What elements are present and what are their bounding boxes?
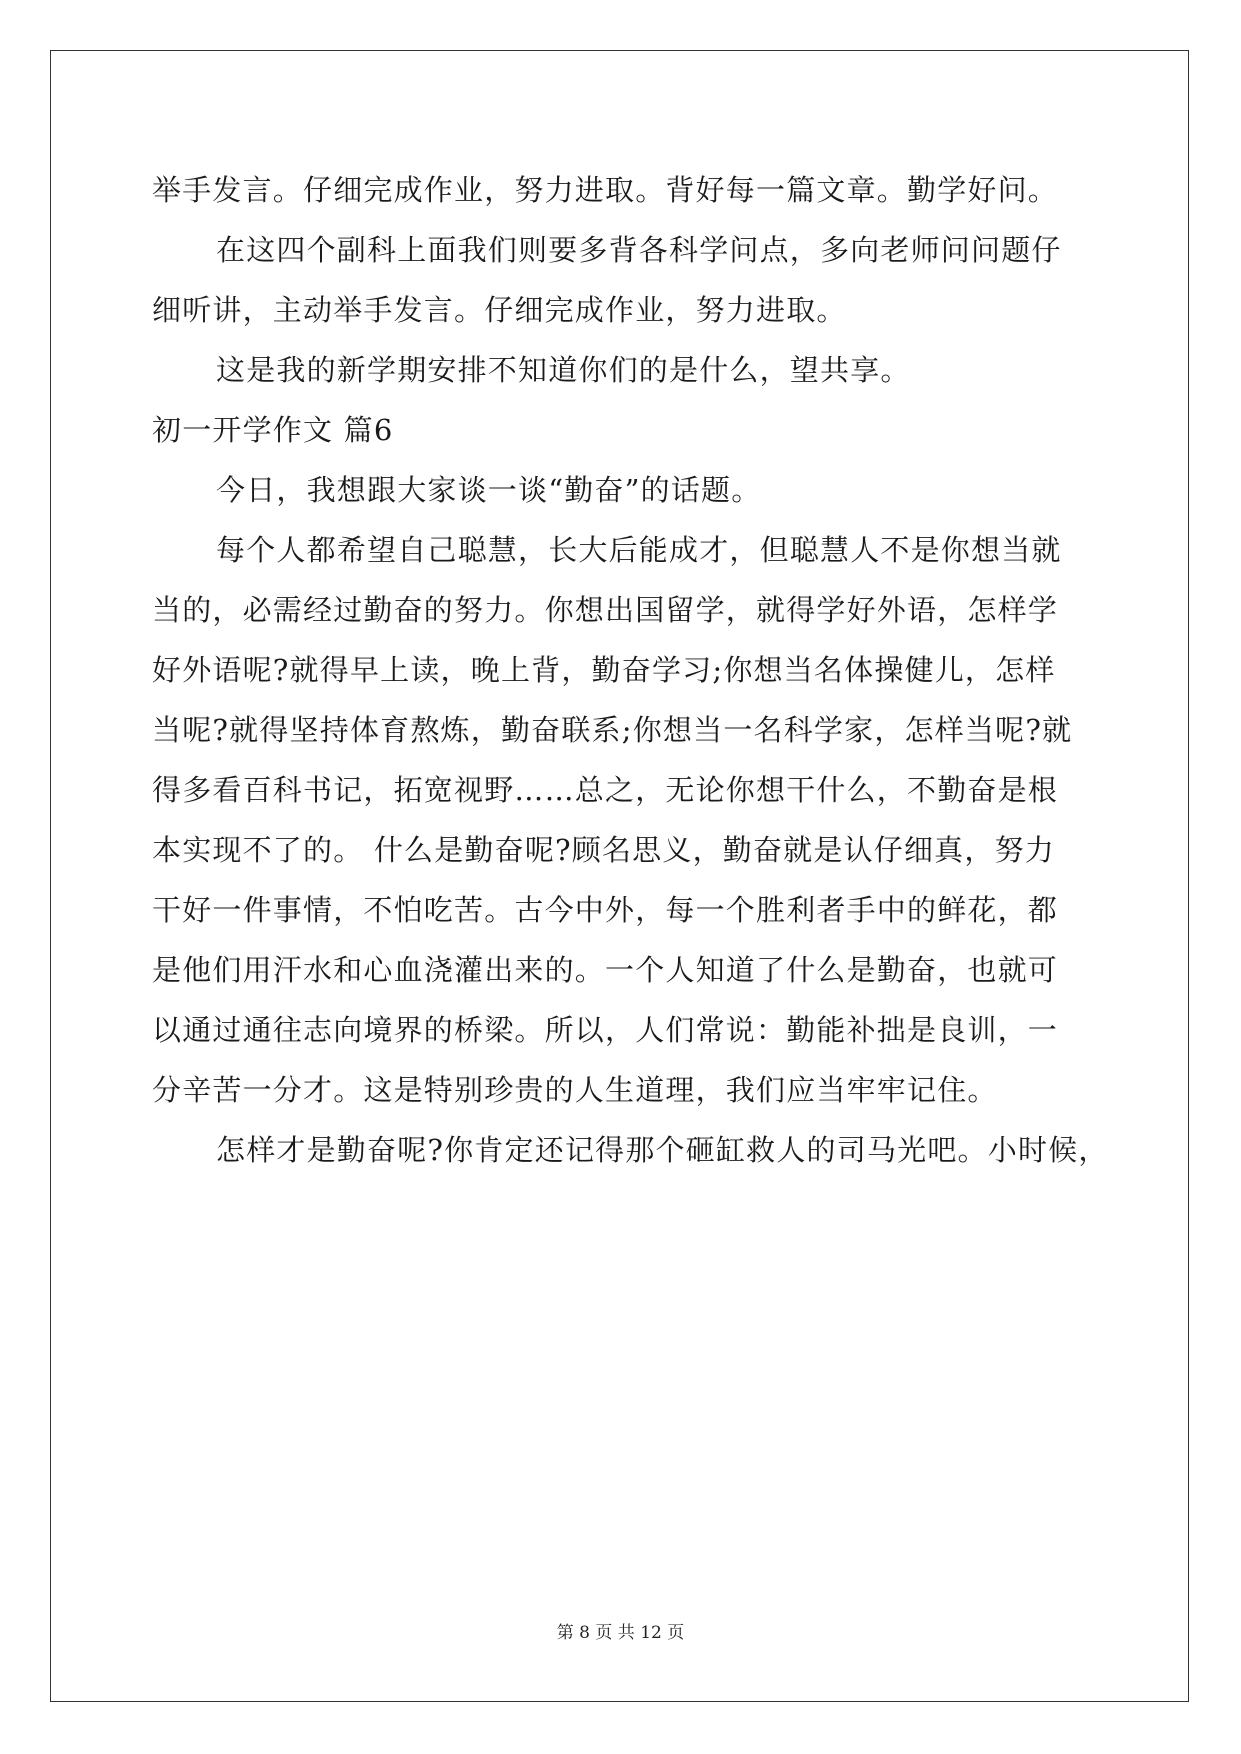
text-line: 是他们用汗水和心血浇灌出来的。一个人知道了什么是勤奋，也就可 [152, 953, 1059, 987]
section-heading: 初一开学作文 篇6 [152, 413, 394, 447]
document-body [152, 160, 1109, 1180]
text-line: 以通过通往志向境界的桥梁。所以，人们常说：勤能补拙是良训，一 [152, 1013, 1059, 1047]
text-line: 得多看百科书记，拓宽视野……总之，无论你想干什么，不勤奋是根 [152, 773, 1059, 807]
text-line: 本实现不了的。 什么是勤奋呢?顾名思义，勤奋就是认仔细真，努力 [152, 833, 1055, 867]
text-line: 当的，必需经过勤奋的努力。你想出国留学，就得学好外语，怎样学 [152, 593, 1059, 627]
text-line: 分辛苦一分才。这是特别珍贵的人生道理，我们应当牢牢记住。 [152, 1073, 998, 1107]
text-line: 当呢?就得坚持体育熬炼，勤奋联系;你想当一名科学家，怎样当呢?就 [152, 713, 1073, 747]
page-number-footer: 第 8 页 共 12 页 [556, 1623, 685, 1643]
paragraph-start: 在这四个副科上面我们则要多背各科学问点，多向老师问问题仔 [216, 233, 1062, 267]
paragraph-start: 每个人都希望自己聪慧，长大后能成才，但聪慧人不是你想当就 [216, 533, 1062, 567]
text-line: 举手发言。仔细完成作业，努力进取。背好每一篇文章。勤学好问。 [152, 173, 1059, 207]
paragraph-start: 怎样才是勤奋呢?你肯定还记得那个砸缸救人的司马光吧。小时候， [216, 1133, 1109, 1167]
paragraph-start: 这是我的新学期安排不知道你们的是什么，望共享。 [216, 353, 911, 387]
text-line: 干好一件事情，不怕吃苦。古今中外，每一个胜利者手中的鲜花，都 [152, 893, 1059, 927]
text-line: 细听讲，主动举手发言。仔细完成作业，努力进取。 [152, 293, 847, 327]
paragraph-start: 今日，我想跟大家谈一谈“勤奋”的话题。 [216, 473, 762, 507]
text-line: 好外语呢?就得早上读，晚上背，勤奋学习;你想当名体操健儿，怎样 [152, 653, 1056, 687]
